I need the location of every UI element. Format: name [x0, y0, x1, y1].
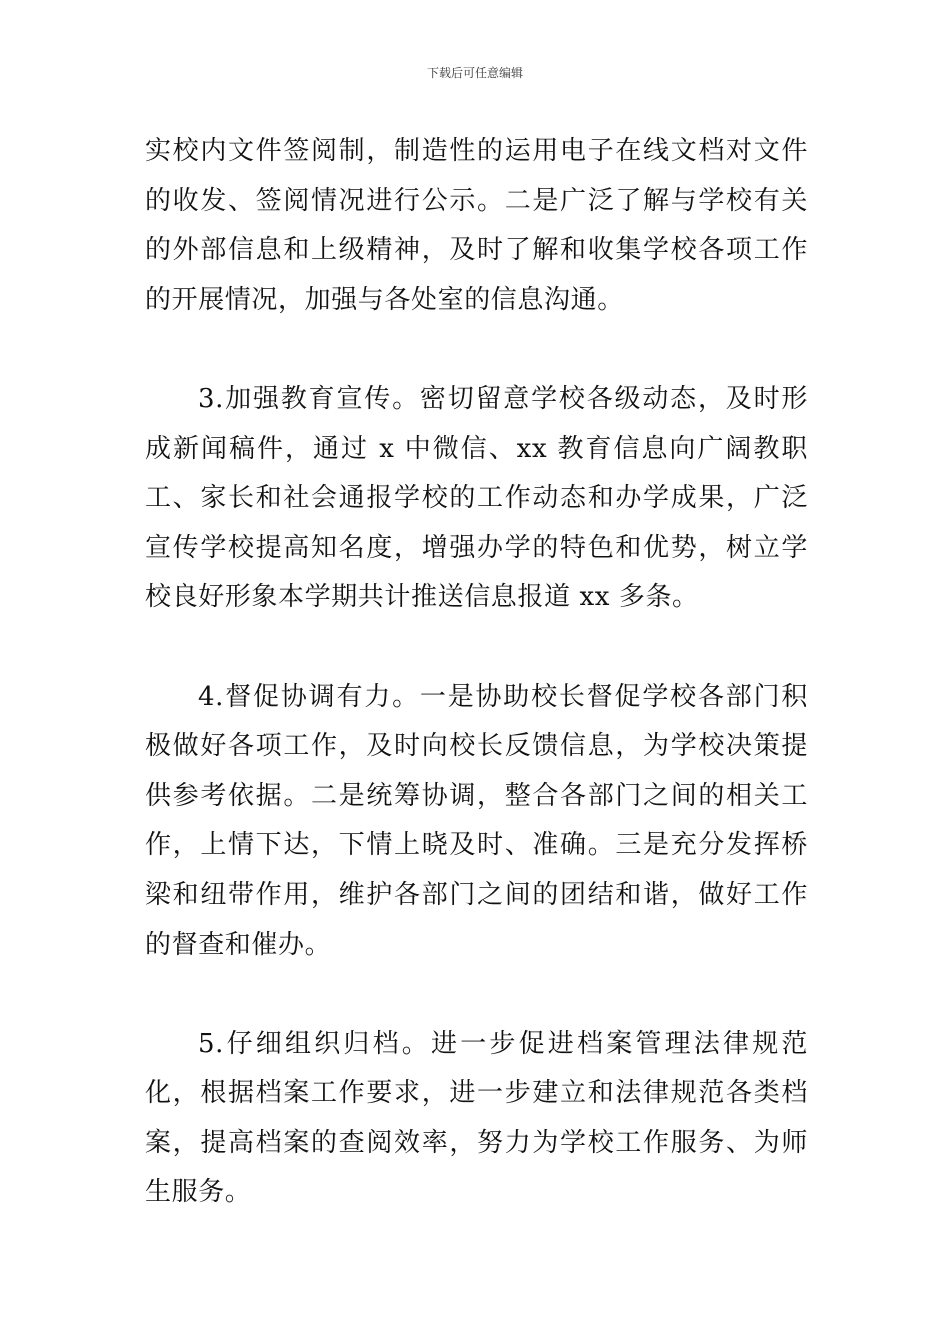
paragraph-4: 4.督促协调有力。一是协助校长督促学校各部门积极做好各项工作，及时向校长反馈信息，为学校决策提供参考依据。二是统筹协调，整合各部门之间的相关工作，上情下达，下情上晓及时、准确。三是充分发挥桥梁和纽带作用，维护各部门之间的团结和谐，做好工作的督查和催办。	[145, 681, 808, 960]
paragraph-3: 3.加强教育宣传。密切留意学校各级动态，及时形成新闻稿件，通过 x 中微信、xx 教育信息向广阔教职工、家长和社会通报学校的工作动态和办学成果，广泛宣传学校提高知名度，增强办学的特色和优势，树立学校良好形象本学期共计推送信息报道 xx 多条。	[145, 383, 808, 613]
paragraph-gap	[145, 623, 808, 673]
page-header: 下载后可任意编辑	[426, 66, 523, 80]
paragraph-gap	[145, 970, 808, 1020]
paragraph-5: 5.仔细组织归档。进一步促进档案管理法律规范化，根据档案工作要求，进一步建立和法律规范各类档案，提高档案的查阅效率，努力为学校工作服务、为师生服务。	[145, 1028, 808, 1208]
paragraph-gap	[145, 325, 808, 375]
document-body	[145, 127, 808, 1218]
paragraph-continued: 实校内文件签阅制，制造性的运用电子在线文档对文件的收发、签阅情况进行公示。二是广泛了解与学校有关的外部信息和上级精神，及时了解和收集学校各项工作的开展情况，加强与各处室的信息沟通。	[145, 136, 808, 315]
